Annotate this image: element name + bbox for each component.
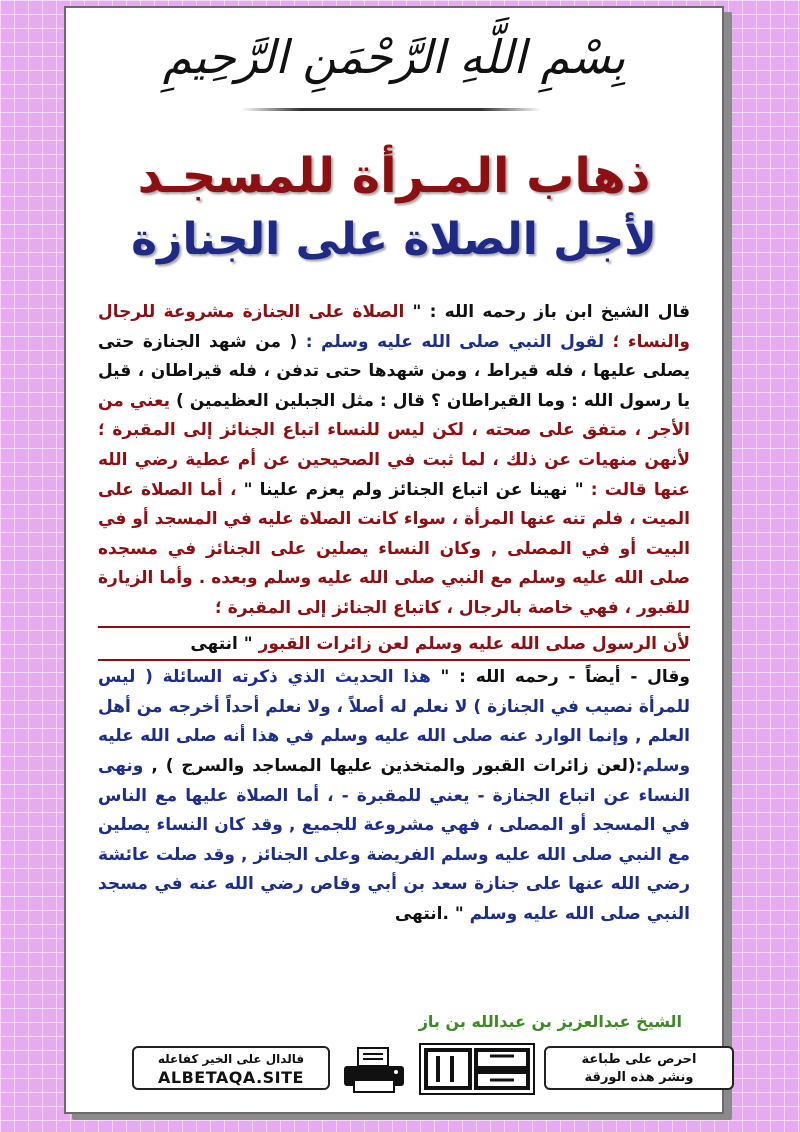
basmala-underline [241, 108, 541, 111]
prayer-ruling-text: ، أما الصلاة على الميت ، فلم تنه عنها المرأة ، سواء كانت الصلاة عليه في المسجد أو في البيت أو في المصلى , وكان النساء يصلين على الجنائز في مسجده صلى الله عليه وسلم مع النبي صلى الله عليه وسلم وبعده . [98, 479, 690, 589]
footer-print-box [544, 1046, 734, 1090]
title-line-1: ذهاب المـرأة للمسجـد [137, 148, 651, 204]
footer-site-link[interactable]: ALBETAQA.SITE [158, 1068, 304, 1087]
footer-print-line-1: احرص على طباعة [581, 1052, 697, 1067]
second-quote-continuation: ونهى النساء عن اتباع الجنازة - يعني للمقبرة - ، أما الصلاة عليها مع الناس في المسجد أو المصلى ، فهي مشروعة للجميع , وقد كان النساء يصلين مع النبي صلى الله عليه وسلم الفريضة وعلى الجنائز , وقد صلت عائشة رضي الله عنها على جنازة سعد بن أبي وقاص رضي الله عنه في مسجد النبي صلى الله عليه وسلم [98, 755, 690, 924]
ruling-text: الصلاة على الجنازة مشروعة للرجال والنساء ؛ [98, 302, 690, 352]
curse-quote-text: (لعن زائرات القبور والمتخذين عليها المساجد والسرج ) , [151, 755, 636, 776]
hadith-intro: لقول النبي صلى الله عليه وسلم : [297, 331, 605, 352]
curse-hadith-text: لأن الرسول صلى الله عليه وسلم لعن زائرات القبور [252, 633, 690, 654]
footer-site-box [132, 1046, 330, 1090]
second-quote-text: هذا الحديث الذي ذكرته السائلة ( ليس للمرأة نصيب في الجنازة ) لا نعلم له أصلاً ، ولا نعلم أحداً أخرجه من أهل العلم , وإنما الوارد عنه صلى الله عليه وسلم في هذا أنه صلى الله عليه وسلم: [98, 667, 691, 776]
footer-motto: فالدال على الخير كفاعله [157, 1052, 305, 1066]
poster-card [64, 6, 724, 1114]
end-quote-2: " .انتهى [394, 903, 464, 924]
basmala: بِسْمِ اللَّهِ الرَّحْمَنِ الرَّحِيمِ [162, 30, 626, 84]
quote-intro: قال الشيخ ابن باز رحمه الله : " [404, 302, 690, 322]
hadith-text: ( من شهد الجنازة حتى يصلى عليها ، فله قيراط ، ومن شهدها حتى تدفن ، فله قيراطان ، قيل يا رسول الله : وما القيراطان ؟ قال : مثل الجبلين العظيمين ) [98, 331, 690, 411]
signature: الشيخ عبدالعزيز بن عبدالله بن باز [418, 1012, 682, 1031]
title-line-2: لأجل الصلاة على الجنازة [131, 214, 657, 265]
albetaqa-logo [418, 1042, 536, 1096]
second-quote-intro: وقال - أيضاً - رحمه الله : " [430, 667, 690, 688]
printer-icon [338, 1046, 410, 1094]
footer [132, 1046, 732, 1096]
article-body [98, 298, 690, 929]
visiting-graves-text: وأما الزيارة للقبور ، فهي خاصة بالرجال ، كاتباع الجنائز إلى المقبرة ؛ [98, 568, 690, 618]
divider-line [98, 626, 690, 628]
umm-atiyya-quote: " نهينا عن اتباع الجنائز ولم يعزم علينا " [236, 479, 584, 500]
end-quote-1: " انتهى [190, 633, 253, 654]
divider-line-2 [98, 659, 690, 661]
explanation-text: يعني من الأجر ، متفق على صحته ، لكن ليس للنساء اتباع الجنائز إلى المقبرة ؛ لأنهن منهيات عن ذلك ، لما ثبت في الصحيحين عن أم عطية رضي الله عنها قالت : [98, 390, 691, 500]
footer-print-line-2: ونشر هذه الورقة [584, 1070, 694, 1085]
